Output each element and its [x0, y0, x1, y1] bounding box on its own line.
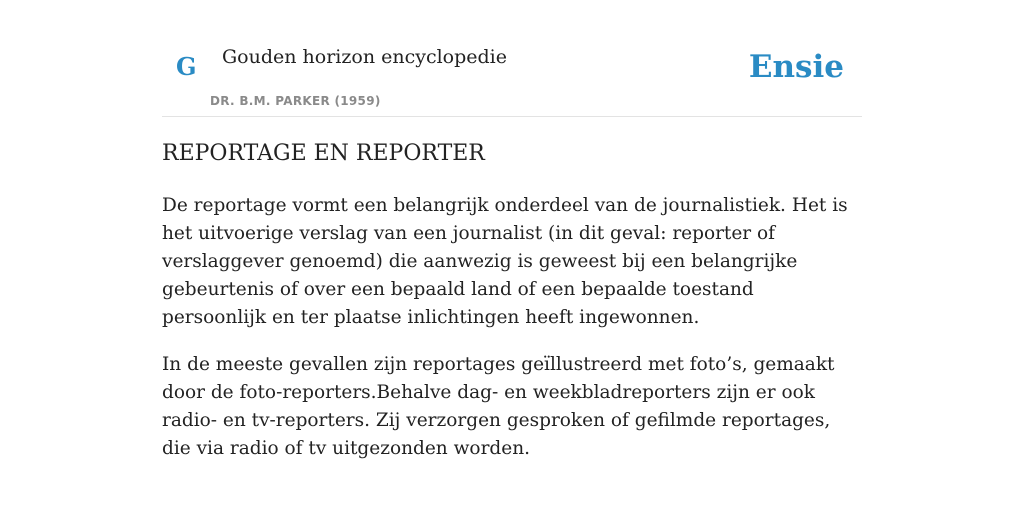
book-title[interactable]: Gouden horizon encyclopedie [222, 46, 507, 68]
ensie-brand-logo[interactable]: Ensie [748, 49, 844, 85]
entry-body [162, 192, 862, 482]
book-author: DR. B.M. PARKER (1959) [210, 94, 381, 108]
entry-title: REPORTAGE EN REPORTER [162, 141, 485, 166]
entry-header [162, 0, 862, 117]
entry-paragraph: De reportage vormt een belangrijk onderdeel van de journalistiek. Het is het uitvoerige verslag van een journalist (in dit geval: reporter of verslaggever genoemd) die aanwezig is geweest bij een belangrijke gebeurtenis of over een bepaald land of een bepaalde toestand persoonlijk en ter plaatse inlichtingen heeft ingewonnen. [162, 195, 848, 328]
entry-paragraph: In de meeste gevallen zijn reportages geïllustreerd met foto’s, gemaakt door de foto-reporters.Behalve dag- en weekbladreporters zijn er ook radio- en tv-reporters. Zij verzorgen gesproken of gefilmde reportages, die via radio of tv uitgezonden worden. [162, 354, 835, 459]
encyclopedia-entry-card [162, 0, 862, 459]
book-logo-letter[interactable]: G [176, 52, 197, 81]
